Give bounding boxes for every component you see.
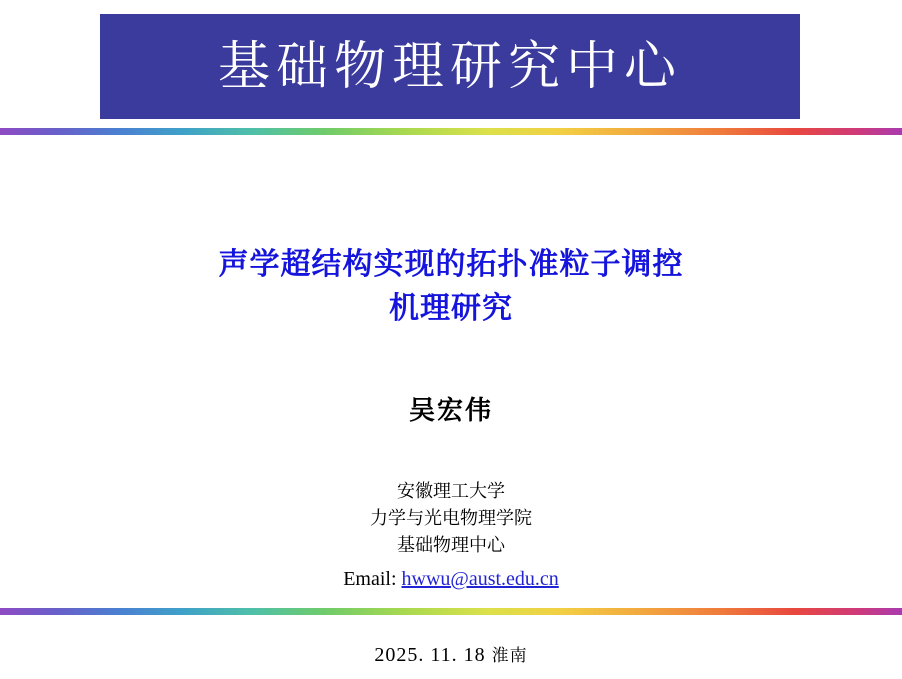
footer-place: 淮南: [491, 646, 528, 666]
affiliation-line-center: 基础物理中心: [397, 535, 505, 556]
rainbow-divider-bottom: [0, 608, 902, 615]
affiliation-block: [0, 478, 902, 593]
footer-date-value: 2025. 11. 18: [374, 644, 486, 666]
rainbow-divider-top: [0, 128, 902, 135]
affiliation-line-university: 安徽理工大学: [397, 481, 505, 502]
header-banner-title: 基础物理研究中心: [217, 36, 682, 97]
author-name: 吴宏伟: [408, 396, 493, 426]
email-label: Email:: [343, 568, 397, 590]
header-banner: [100, 14, 800, 119]
title-line-1: 声学超结构实现的拓扑准粒子调控: [218, 247, 684, 282]
affiliation-line-school: 力学与光电物理学院: [370, 508, 532, 529]
email-link[interactable]: hwwu@aust.edu.cn: [401, 568, 559, 590]
email-line: [0, 565, 902, 593]
title-line-2: 机理研究: [389, 290, 513, 326]
slide-title: [0, 243, 902, 330]
footer-date: [0, 641, 902, 667]
